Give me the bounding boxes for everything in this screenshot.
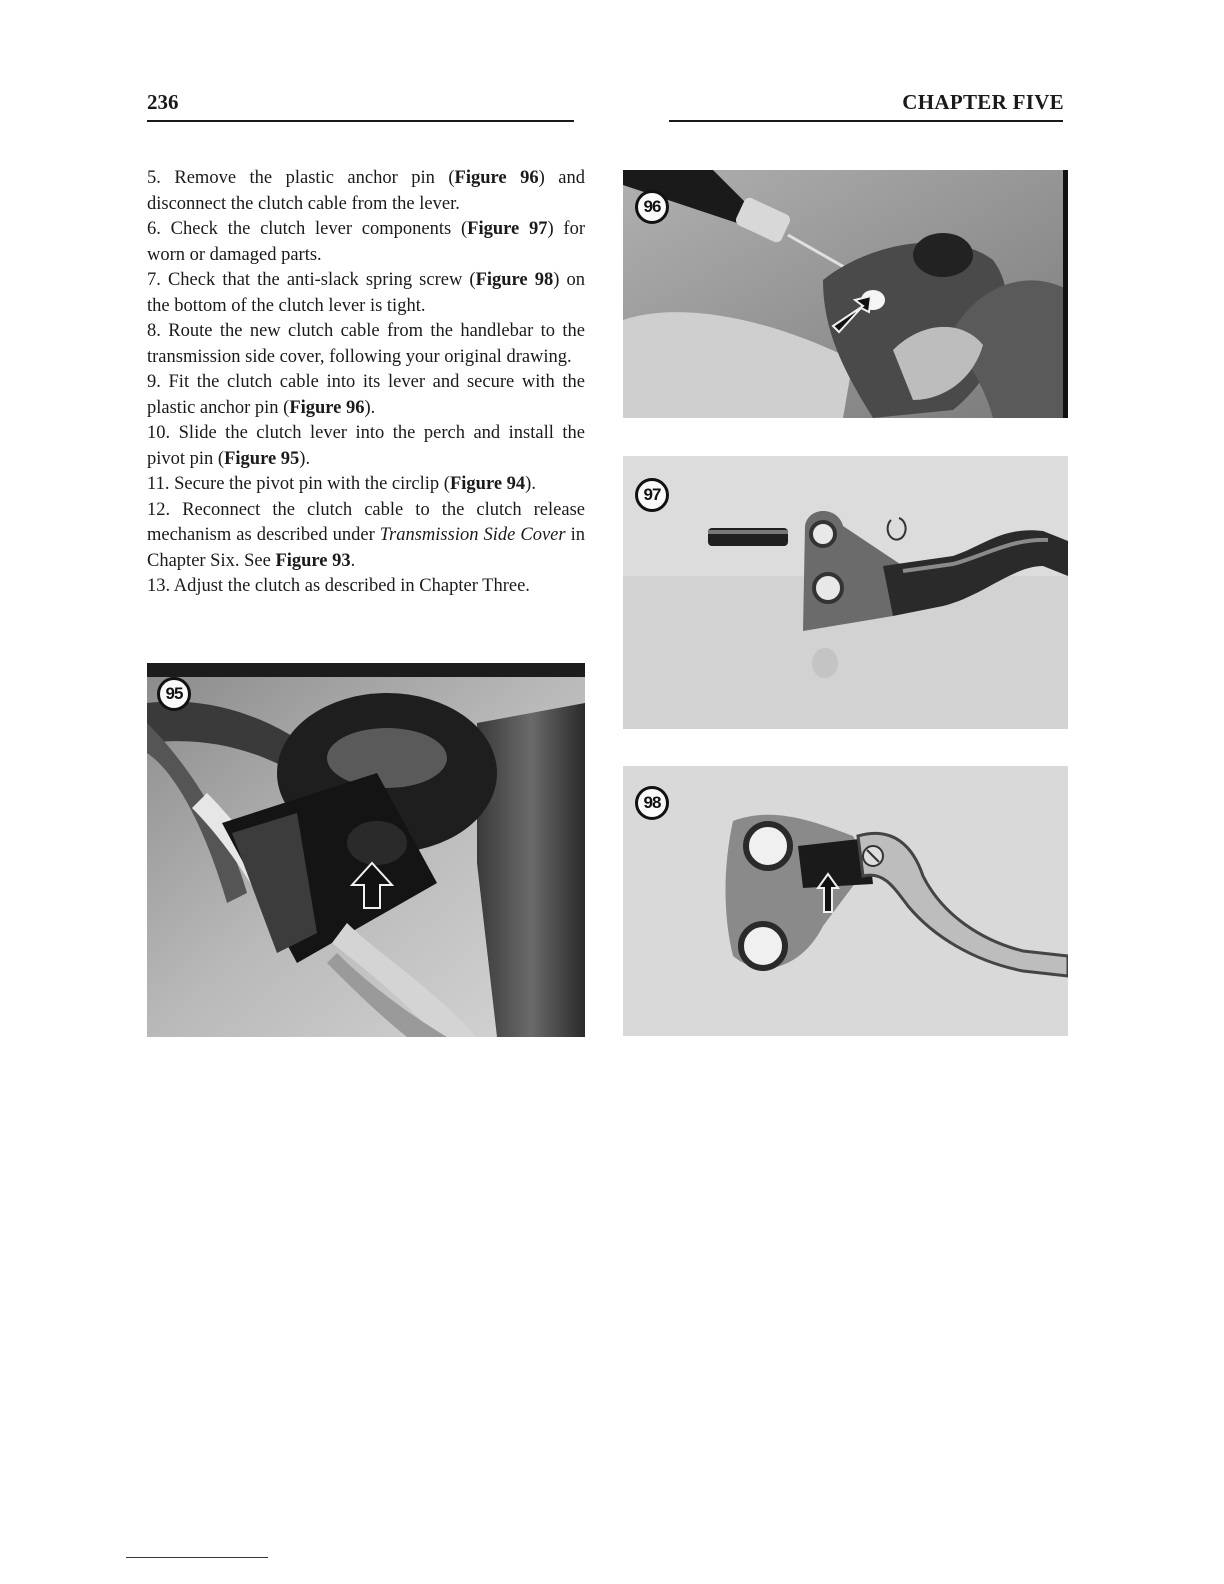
- step-text: Reconnect the clutch cable to the clutch release mechanism as described under: [147, 499, 585, 545]
- step-text: Check that the anti-slack spring screw (: [167, 270, 476, 290]
- step-text: Remove the plastic anchor pin (: [174, 168, 455, 188]
- step-text: .: [350, 550, 356, 571]
- figure-98-photo: [623, 766, 1068, 1036]
- step-text: Slide the clutch lever into the perch and install the pivot pin (: [147, 423, 585, 469]
- anti-slack-screw-photo: [623, 766, 1068, 1036]
- figure-95-label: 95: [157, 677, 191, 711]
- step-number: 6.: [147, 219, 171, 239]
- footer-rule: [126, 1557, 268, 1558]
- step-text: ) and disconnect the clutch cable from the lever.: [147, 168, 585, 214]
- step-text: ) for worn or damaged parts.: [147, 219, 585, 265]
- step-paragraph: [147, 319, 585, 370]
- clutch-perch-photo: [147, 663, 585, 1037]
- step-text: Adjust the clutch as described in Chapter Three.: [173, 576, 530, 596]
- step-number: 12.: [147, 499, 183, 520]
- figure-reference: Figure 95: [224, 448, 300, 469]
- step-paragraph: [147, 421, 585, 472]
- step-text: ) on the bottom of the clutch lever is tight.: [147, 270, 585, 316]
- figure-reference: Figure 96: [454, 168, 539, 188]
- figure-97-photo: [623, 456, 1068, 729]
- anchor-pin-photo: [623, 170, 1068, 418]
- figure-98-label: 98: [635, 786, 669, 820]
- header-rule: [147, 120, 1063, 122]
- body-text: [147, 166, 585, 600]
- figure-reference: Figure 93: [275, 550, 351, 571]
- step-text: Route the new clutch cable from the handlebar to the transmission side cover, following your original drawing.: [147, 321, 586, 367]
- step-number: 13.: [147, 576, 174, 596]
- step-text: ).: [364, 397, 376, 418]
- figure-reference: Figure 94: [449, 474, 526, 494]
- figure-reference: Figure 98: [475, 270, 554, 290]
- figure-96-label: 96: [635, 190, 669, 224]
- step-text: ).: [525, 474, 536, 494]
- step-paragraph: [147, 370, 585, 421]
- step-text: Secure the pivot pin with the circlip (: [174, 474, 450, 494]
- step-number: 10.: [147, 423, 179, 443]
- step-number: 7.: [147, 270, 168, 290]
- chapter-title: CHAPTER FIVE: [902, 90, 1064, 114]
- step-text: in Chapter Six. See: [147, 525, 586, 571]
- figure-95-photo: [147, 663, 585, 1037]
- section-reference: Transmission Side Cover: [379, 525, 566, 545]
- figure-97-label: 97: [635, 478, 669, 512]
- step-text: Check the clutch lever components (: [170, 219, 468, 239]
- step-paragraph: [147, 574, 585, 600]
- step-paragraph: [147, 166, 585, 217]
- step-paragraph: [147, 498, 585, 575]
- figure-reference: Figure 96: [289, 397, 365, 418]
- step-number: 11.: [147, 474, 175, 494]
- step-paragraph: [147, 268, 585, 319]
- step-paragraph: [147, 217, 585, 268]
- figure-96-photo: [623, 170, 1068, 418]
- lever-components-photo: [623, 456, 1068, 729]
- step-number: 5.: [147, 168, 175, 188]
- step-paragraph: [147, 472, 585, 498]
- step-number: 9.: [147, 372, 169, 392]
- page-number: 236: [147, 90, 179, 114]
- step-text: Fit the clutch cable into its lever and secure with the plastic anchor pin (: [147, 372, 585, 418]
- figure-reference: Figure 97: [467, 219, 548, 239]
- step-text: ).: [299, 448, 311, 469]
- step-number: 8.: [147, 321, 169, 341]
